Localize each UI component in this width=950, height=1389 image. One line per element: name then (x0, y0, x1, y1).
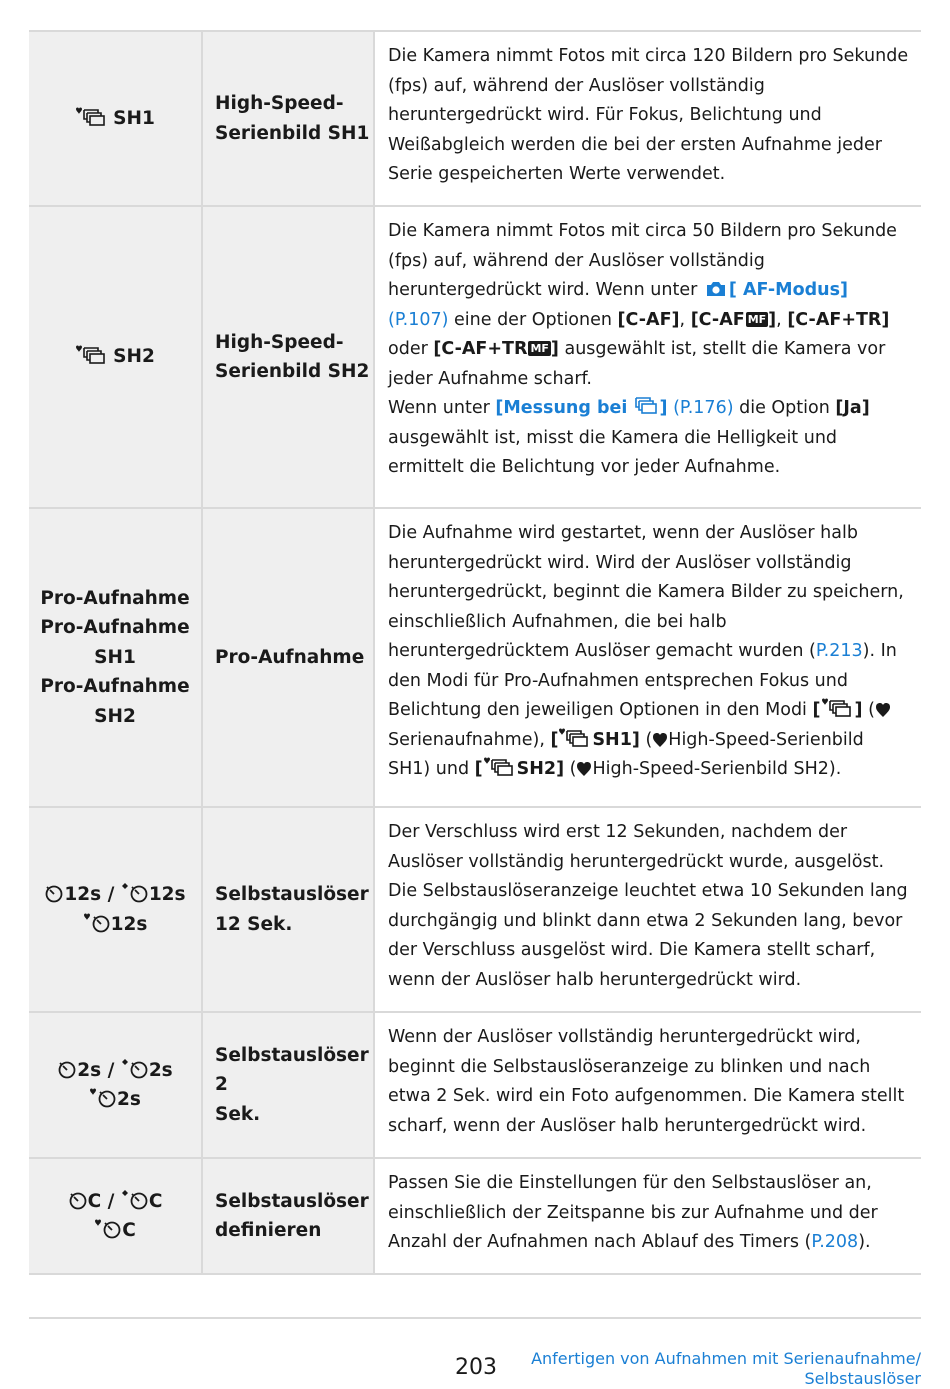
heart-sequential-icon (75, 345, 113, 365)
desc-cell (375, 32, 921, 205)
footer-divider (29, 1317, 921, 1319)
name-cell (203, 1013, 375, 1157)
mode-description: Wenn der Auslöser vollständig heruntergedrückt wird, beginnt die Selbstauslöseranzeige zu blinken und nach etwa 2 Sek. wird ein Foto aufgenommen. Die Kamera stellt scharf, wenn der Auslöser halb heruntergedrückt wird. (388, 1027, 905, 1136)
mode-cell (29, 207, 203, 507)
mode-label: SH1 (94, 646, 136, 668)
sequential-shooting-icon (634, 396, 660, 416)
self-timer-icon (44, 883, 64, 903)
name-cell (203, 207, 375, 507)
name-cell (203, 808, 375, 1011)
mode-description: Die Kamera nimmt Fotos mit circa 50 Bildern pro Sekunde (fps) auf, während der Auslöser vollständig heruntergedrückt wird. Wenn unter [ AF-Modus] (P.107) eine der Optionen [C-AF], [C-AF MF ], [C-AF+TR] oder [C-AF+TR MF ] ausgewählt ist, stellt die Kamera vor jeder Aufnahme scharf. (388, 221, 897, 389)
mode-cell (29, 808, 203, 1011)
mode-name: High-Speed- Serienbild SH1 (215, 93, 370, 144)
table-row (29, 509, 921, 808)
heart-sequential-icon (558, 728, 592, 748)
mode-label: SH2 (94, 705, 136, 727)
table-row (29, 1013, 921, 1159)
af-mode-link[interactable]: [ AF-Modus] (703, 280, 848, 300)
mode-name: High-Speed- Serienbild SH2 (215, 331, 370, 382)
heart-self-timer-icon (94, 1219, 122, 1239)
desc-cell (375, 1013, 921, 1157)
table-row (29, 808, 921, 1013)
page-ref-link[interactable]: P.208 (811, 1232, 859, 1252)
heart-self-timer-icon (83, 913, 111, 933)
heart-sequential-icon (821, 698, 855, 718)
mf-badge-icon: MF (747, 312, 767, 326)
mode-description: Passen Sie die Einstellungen für den Selbstauslöser an, einschließlich der Zeitspanne bis zur Aufnahme und der Anzahl der Aufnahmen nach Ablauf des Timers (P.208). (388, 1173, 878, 1252)
mode-label: C / (87, 1190, 121, 1212)
page-ref-link[interactable]: (P.107) (388, 309, 449, 330)
section-title-line: Selbstauslöser (804, 1369, 921, 1388)
metering-link[interactable]: [Messung bei ] (495, 398, 668, 418)
mode-table (29, 30, 921, 1275)
camera-icon (705, 280, 727, 298)
mode-label: Pro-Aufnahme (40, 617, 190, 639)
heart-sequential-icon (483, 757, 517, 777)
diamond-self-timer-icon (121, 883, 149, 903)
heart-icon (652, 732, 668, 748)
desc-cell (375, 207, 921, 507)
mode-description: Die Aufnahme wird gestartet, wenn der Auslöser halb heruntergedrückt wird. Wird der Auslöser vollständig heruntergedrückt, beginnt die Kamera Bilder zu speichern, einschließlich Aufnahmen, die bei halb heruntergedrücktem Auslöser gemacht wurden (P.213). In den Modi für Pro-Aufnahmen entsprechen Fokus und Belichtung den jeweiligen Optionen in den Modi [ ] (Serienaufnahme), [ SH1] ( High-Speed-Serienbild SH1) und [ SH2] ( High-Speed-Serienbild SH2). (388, 523, 904, 779)
table-row (29, 32, 921, 207)
mode-description: Die Kamera nimmt Fotos mit circa 120 Bildern pro Sekunde (fps) auf, während der Auslöser vollständig heruntergedrückt wird. Für Fokus, Belichtung und Weißabgleich werden die bei der ersten Aufnahme jeder Serie gespeicherten Werte verwendet. (388, 46, 909, 184)
heart-self-timer-icon (89, 1088, 117, 1108)
page-ref-link[interactable]: (P.176) (673, 398, 734, 418)
table-row (29, 207, 921, 509)
self-timer-icon (68, 1190, 88, 1210)
mode-label: 12s / (64, 884, 121, 905)
mode-label: SH1 (113, 107, 155, 129)
page-number: 203 (455, 1355, 497, 1380)
diamond-self-timer-icon (121, 1190, 149, 1210)
table-row (29, 1159, 921, 1275)
mode-label: 2s (148, 1059, 173, 1081)
desc-cell (375, 1159, 921, 1273)
mode-description: Der Verschluss wird erst 12 Sekunden, nachdem der Auslöser vollständig heruntergedrückt wurde, ausgelöst. Die Selbstauslöseranzeige leuchtet etwa 10 Sekunden lang durchgängig und blinkt dann etwa 2 Sekunden lang, bevor der Verschluss ausgelöst wird. Die Kamera stellt scharf, wenn der Auslöser halb heruntergedrückt wird. (388, 822, 908, 990)
mode-label: Pro-Aufnahme (40, 587, 190, 609)
desc-cell (375, 509, 921, 806)
mode-label: 12s (110, 913, 148, 935)
mode-label: SH2 (113, 346, 155, 368)
mode-label: C (122, 1220, 136, 1241)
name-cell (203, 1159, 375, 1273)
name-cell (203, 32, 375, 205)
desc-cell (375, 808, 921, 1011)
mode-label: C (148, 1190, 163, 1212)
mode-name: Selbstauslöser definieren (215, 1190, 369, 1241)
self-timer-icon (57, 1059, 77, 1079)
mode-description-2: Wenn unter [Messung bei ] (P.176) die Option [Ja] ausgewählt ist, misst die Kamera die Helligkeit und ermittelt die Belichtung vor jeder Aufnahme. (388, 398, 870, 477)
name-cell (203, 509, 375, 806)
mode-label: Pro-Aufnahme (40, 676, 190, 698)
page-ref-link[interactable]: P.213 (815, 641, 863, 661)
mode-cell (29, 1013, 203, 1157)
mf-badge-icon: MF (530, 342, 549, 355)
heart-sequential-icon (75, 107, 113, 127)
diamond-self-timer-icon (121, 1059, 149, 1079)
mode-name: Selbstauslöser 2 Sek. (215, 1044, 369, 1125)
mode-label: 2s / (77, 1059, 121, 1081)
section-title-link[interactable] (531, 1349, 921, 1389)
heart-icon (875, 702, 891, 718)
heart-icon (576, 761, 592, 777)
mode-cell (29, 509, 203, 806)
mode-name: Selbstauslöser 12 Sek. (215, 884, 369, 935)
mode-cell (29, 1159, 203, 1273)
mode-label: 2s (117, 1089, 141, 1110)
mode-label: 12s (148, 884, 186, 905)
mode-cell (29, 32, 203, 205)
mode-name: Pro-Aufnahme (215, 646, 365, 668)
section-title-line: Anfertigen von Aufnahmen mit Serienaufnahme/ (531, 1349, 921, 1368)
